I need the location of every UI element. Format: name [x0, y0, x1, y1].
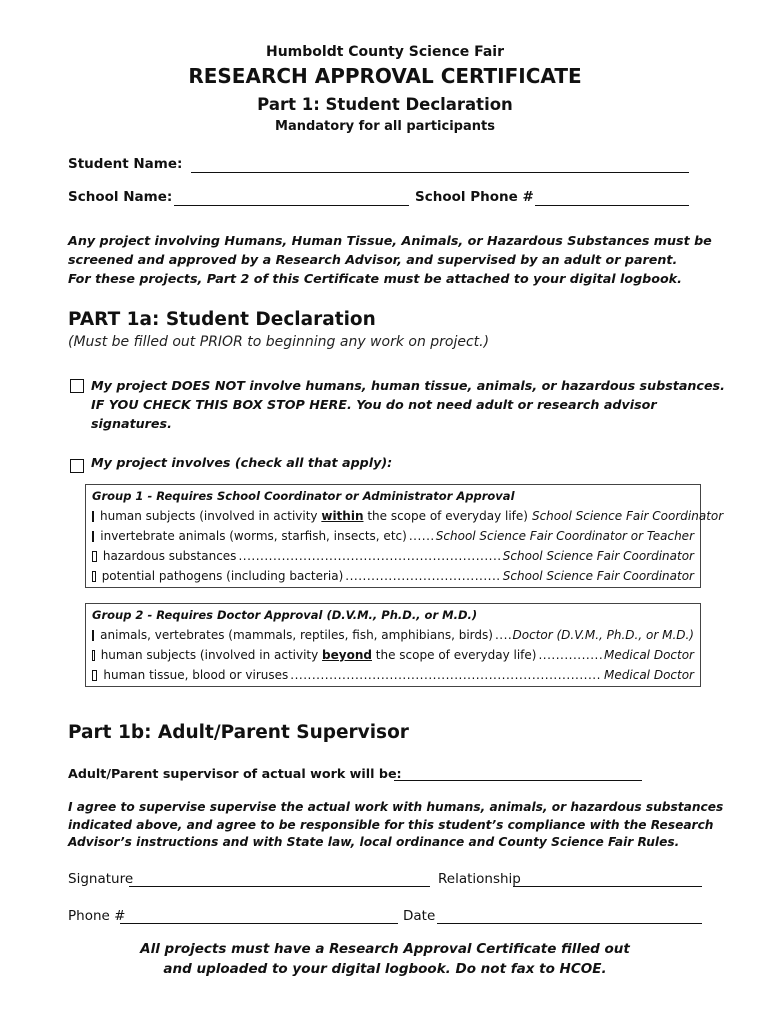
group-2-title: Group 2 - Requires Doctor Approval (D.V.M., Ph.D., or M.D.): [92, 608, 478, 622]
involves-option[interactable]: [70, 456, 91, 475]
school-phone-field[interactable]: [535, 191, 689, 206]
leader-dots: [290, 665, 602, 685]
item-label: animals, vertebrates (mammals, reptiles, fish, amphibians, birds): [100, 628, 493, 642]
school-name-label: School Name:: [68, 189, 173, 205]
intro-text: [68, 231, 712, 288]
checkbox[interactable]: [92, 630, 94, 641]
agreement-line: indicated above, and agree to be responsible for this student’s compliance with the Research: [68, 817, 714, 832]
group-1-row[interactable]: [92, 526, 694, 546]
intro-line: For these projects, Part 2 of this Certificate must be attached to your digital logbook.: [68, 271, 682, 286]
leader-dots: [538, 645, 602, 665]
page-title: RESEARCH APPROVAL CERTIFICATE: [188, 64, 582, 88]
item-text: the scope of everyday life): [371, 648, 537, 662]
item-emphasis: beyond: [322, 648, 372, 662]
group-1-row[interactable]: [92, 506, 724, 526]
footer-note: [0, 939, 770, 979]
leader-dots: [495, 625, 511, 645]
footer-line: All projects must have a Research Approval Certificate filled out: [140, 941, 630, 957]
item-emphasis: within: [321, 509, 364, 523]
involves-text: My project involves (check all that apply):: [91, 455, 393, 470]
part-1b-title: Part 1b: Adult/Parent Supervisor: [68, 722, 409, 743]
agreement-text: [68, 799, 723, 852]
option-line: IF YOU CHECK THIS BOX STOP HERE. You do not need adult or research advisor: [91, 397, 657, 412]
footer-line: and uploaded to your digital logbook. Do not fax to HCOE.: [163, 961, 607, 977]
checkbox[interactable]: [92, 650, 95, 661]
leader-dots: [238, 546, 500, 566]
item-label: [100, 506, 528, 526]
item-label: potential pathogens (including bacteria): [101, 569, 344, 583]
option-line: My project DOES NOT involve humans, human tissue, animals, or hazardous substances.: [91, 378, 725, 393]
item-label: human tissue, blood or viruses: [103, 668, 289, 682]
date-field[interactable]: [437, 909, 702, 924]
phone-field[interactable]: [120, 909, 398, 924]
checkbox[interactable]: [92, 571, 96, 582]
no-involvement-checkbox[interactable]: [70, 379, 84, 393]
group-2-row[interactable]: [92, 665, 694, 685]
mandatory-note: Mandatory for all participants: [275, 119, 495, 134]
option-line: signatures.: [91, 416, 172, 431]
checkbox[interactable]: [92, 551, 97, 562]
signature-label: Signature: [68, 871, 134, 887]
school-name-field[interactable]: [174, 191, 409, 206]
item-text: human subjects (involved in activity: [100, 648, 323, 662]
student-name-label: Student Name:: [68, 156, 183, 172]
checkbox[interactable]: [92, 531, 94, 542]
leader-dots: [345, 566, 501, 586]
intro-line: screened and approved by a Research Advisor, and supervised by an adult or parent.: [68, 252, 678, 267]
item-label: hazardous substances: [102, 549, 237, 563]
intro-line: Any project involving Humans, Human Tissue, Animals, or Hazardous Substances must be: [68, 233, 712, 248]
approver: Medical Doctor: [604, 648, 694, 662]
part-1a-subtitle: (Must be filled out PRIOR to beginning any work on project.): [68, 334, 490, 350]
agreement-line: Advisor’s instructions and with State law, local ordinance and County Science Fair Rules.: [68, 835, 680, 849]
checkbox[interactable]: [92, 670, 97, 681]
group-1-title: Group 1 - Requires School Coordinator or Administrator Approval: [92, 489, 515, 503]
relationship-field[interactable]: [513, 872, 702, 887]
approver: School Science Fair Coordinator: [502, 549, 694, 563]
approver: School Science Fair Coordinator or Teacher: [435, 529, 694, 543]
approver: Medical Doctor: [604, 668, 694, 682]
org-name: Humboldt County Science Fair: [265, 44, 505, 60]
date-label: Date: [403, 908, 436, 924]
school-phone-label: School Phone #: [415, 189, 534, 205]
phone-label: Phone #: [68, 908, 126, 924]
group-2-box: [85, 603, 701, 687]
approver: School Science Fair Coordinator: [502, 569, 694, 583]
leader-dots: [409, 526, 434, 546]
item-label: [101, 645, 537, 665]
signature-field[interactable]: [129, 872, 430, 887]
group-1-box: [85, 484, 724, 588]
part-title: Part 1: Student Declaration: [257, 95, 513, 114]
no-involvement-text: [91, 376, 725, 433]
checkbox[interactable]: [92, 511, 94, 522]
item-label: invertebrate animals (worms, starfish, insects, etc): [100, 529, 407, 543]
group-1-row[interactable]: [92, 546, 694, 566]
group-2-row[interactable]: [92, 645, 694, 665]
group-2-row[interactable]: [92, 625, 694, 645]
item-text: the scope of everyday life): [363, 509, 528, 523]
relationship-label: Relationship: [438, 871, 521, 887]
group-1-row[interactable]: [92, 566, 694, 586]
involves-checkbox[interactable]: [70, 459, 84, 473]
approver: School Science Fair Coordinator: [531, 509, 724, 523]
no-involvement-option[interactable]: [70, 376, 91, 395]
part-1a-title: PART 1a: Student Declaration: [68, 309, 376, 330]
approver: Doctor (D.V.M., Ph.D., or M.D.): [512, 628, 694, 642]
supervisor-field[interactable]: [394, 766, 642, 781]
agreement-line: I agree to supervise supervise the actual work with humans, animals, or hazardous substances: [68, 800, 724, 814]
supervisor-label: Adult/Parent supervisor of actual work will be:: [68, 766, 402, 781]
student-name-field[interactable]: [191, 158, 689, 173]
item-text: human subjects (involved in activity: [100, 509, 322, 523]
